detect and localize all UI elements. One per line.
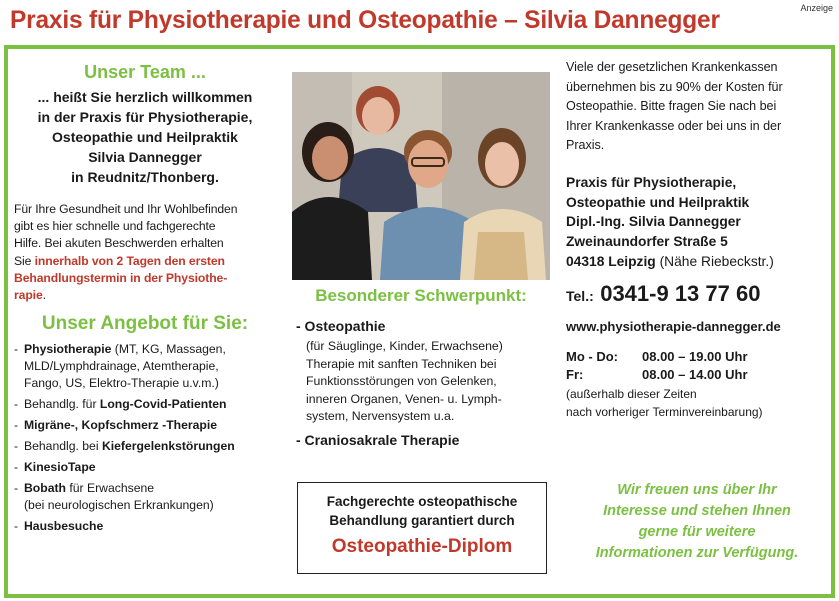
list-item: - Hausbesuche [14,519,104,534]
closing-message [566,480,828,564]
team-intro-line: in der Praxis für Physiotherapie, [37,109,253,125]
hours-note [566,385,828,421]
highlight-text: innerhalb von 2 Tagen den ersten [34,253,225,268]
focus-list [296,318,550,448]
hours-day: Fr: [566,367,584,383]
offer-list [14,341,276,535]
address-line: Dipl.-Ing. Silvia Dannegger [566,214,741,230]
closing-line: Wir freuen uns über Ihr [617,482,777,498]
item-bold: Bobath [24,481,66,496]
left-column [14,52,276,539]
address-block [566,173,828,272]
closing-line: Interesse und stehen Ihnen [603,503,791,519]
focus-desc-line: (für Säuglinge, Kinder, Erwachsene) [306,339,503,353]
paragraph-line: Hilfe. Bei akuten Beschwerden erhalten [14,236,224,251]
item-bold: Physiotherapie [24,342,112,357]
item-text: (MT, KG, Massagen, [111,342,226,357]
team-intro-line: Silvia Dannegger [88,149,202,165]
website-link[interactable]: www.physiotherapie-dannegger.de [566,319,781,335]
hours-row [566,348,828,366]
item-bold: KinesioTape [24,460,96,475]
focus-description [296,338,550,426]
team-heading: Unser Team ... [84,62,206,82]
list-item: - Behandlg. bei Kiefergelenkstörungen [14,439,235,454]
address-city: 04318 Leipzig [566,253,656,269]
focus-item: - Osteopathie [296,318,386,334]
address-line [566,252,828,272]
hours-note-line: (außerhalb dieser Zeiten [566,387,697,402]
paragraph-suffix: . [42,288,46,303]
team-photo-image [292,72,550,280]
list-item: - Migräne-, Kopfschmerz -Therapie [14,418,218,433]
team-intro-line: in Reudnitz/Thonberg. [71,169,219,185]
address-line: Praxis für Physiotherapie, [566,174,737,190]
list-item: - Behandlg. für Long-Covid-Patienten [14,397,227,412]
offer-heading: Unser Angebot für Sie: [41,313,249,335]
insurance-info [566,58,828,156]
hours-note-line: nach vorheriger Terminvereinbarung) [566,405,763,420]
focus-desc-line: Funktionsstörungen von Gelenken, [306,374,497,388]
paragraph-line: gibt es hier schnelle und fachgerechte [14,219,216,234]
info-line: Praxis. [566,138,605,153]
item-text: Behandlg. bei [24,439,102,454]
address-note: (Nähe Riebeckstr.) [655,253,774,269]
paragraph-line [14,287,276,304]
info-line: Osteopathie. Bitte fragen Sie nach bei [566,99,777,114]
list-item: - Bobath für Erwachsene (bei neurologischen Erkrankungen) [14,480,276,514]
item-bold: Kiefergelenkstörungen [101,439,235,454]
address-line: Zweinaundorfer Straße 5 [566,234,728,250]
list-item: - KinesioTape [14,460,96,475]
ad-label: Anzeige [800,3,833,13]
item-text: Behandlg. für [24,397,100,412]
focus-desc-line: Therapie mit sanften Techniken bei [306,356,497,371]
team-intro-line: ... heißt Sie herzlich willkommen [37,89,253,105]
info-line: Ihrer Krankenkasse oder bei uns in der [566,118,782,133]
hours-day: Mo - Do: [566,349,618,365]
highlight-text: Behandlungstermin in der Physiothe- [14,270,228,285]
focus-heading: Besonderer Schwerpunkt: [315,286,527,305]
info-line: übernehmen bis zu 90% der Kosten für [566,79,783,94]
phone-number[interactable] [566,281,828,307]
item-text: für Erwachsene [65,481,155,496]
team-paragraph [14,201,276,304]
paragraph-line [14,253,276,270]
item-bold: Migräne-, Kopfschmerz -Therapie [24,418,218,433]
item-sub: (bei neurologischen Erkrankungen) [24,498,214,513]
right-column [566,58,828,421]
diploma-line: Fachgerechte osteopathische [326,494,518,509]
page-title: Praxis für Physiotherapie und Osteopathie – Silvia Dannegger [10,6,720,34]
item-sub: Fango, US, Elektro-Therapie u.v.m.) [24,376,219,391]
team-intro-line: Osteopathie und Heilpraktik [52,129,238,145]
highlight-text: rapie [14,288,43,303]
focus-item: - Craniosakrale Therapie [296,431,460,448]
closing-line: Informationen zur Verfügung. [595,545,799,561]
team-photo [292,72,550,280]
hours-time: 08.00 – 14.00 Uhr [642,367,748,383]
phone-value[interactable]: 0341-9 13 77 60 [600,281,761,307]
paragraph-prefix: Sie [14,253,35,268]
hours-row [566,366,828,384]
closing-line: gerne für weitere [638,524,756,540]
focus-desc-line: inneren Organen, Venen- u. Lymph- [306,391,502,406]
info-line: Viele der gesetzlichen Krankenkassen [566,60,778,74]
diploma-title: Osteopathie-Diplom [331,536,513,557]
list-item: - Physiotherapie (MT, KG, Massagen, MLD/Lymphdrainage, Atemtherapie, Fango, US, Elektro-Therapie u.v.m.) [14,341,276,392]
item-bold: Hausbesuche [24,519,104,534]
focus-desc-line: system, Nervensystem u.a. [306,409,455,423]
item-bold: Long-Covid-Patienten [99,397,227,412]
team-intro [14,87,276,187]
hours-time: 08.00 – 19.00 Uhr [642,349,748,365]
opening-hours [566,348,828,384]
paragraph-line: Für Ihre Gesundheit und Ihr Wohlbefinden [14,202,238,216]
diploma-box [297,482,547,574]
diploma-line: Behandlung garantiert durch [329,513,515,528]
phone-label: Tel.: [566,288,594,305]
address-line: Osteopathie und Heilpraktik [566,194,750,210]
item-sub: MLD/Lymphdrainage, Atemtherapie, [24,359,219,374]
